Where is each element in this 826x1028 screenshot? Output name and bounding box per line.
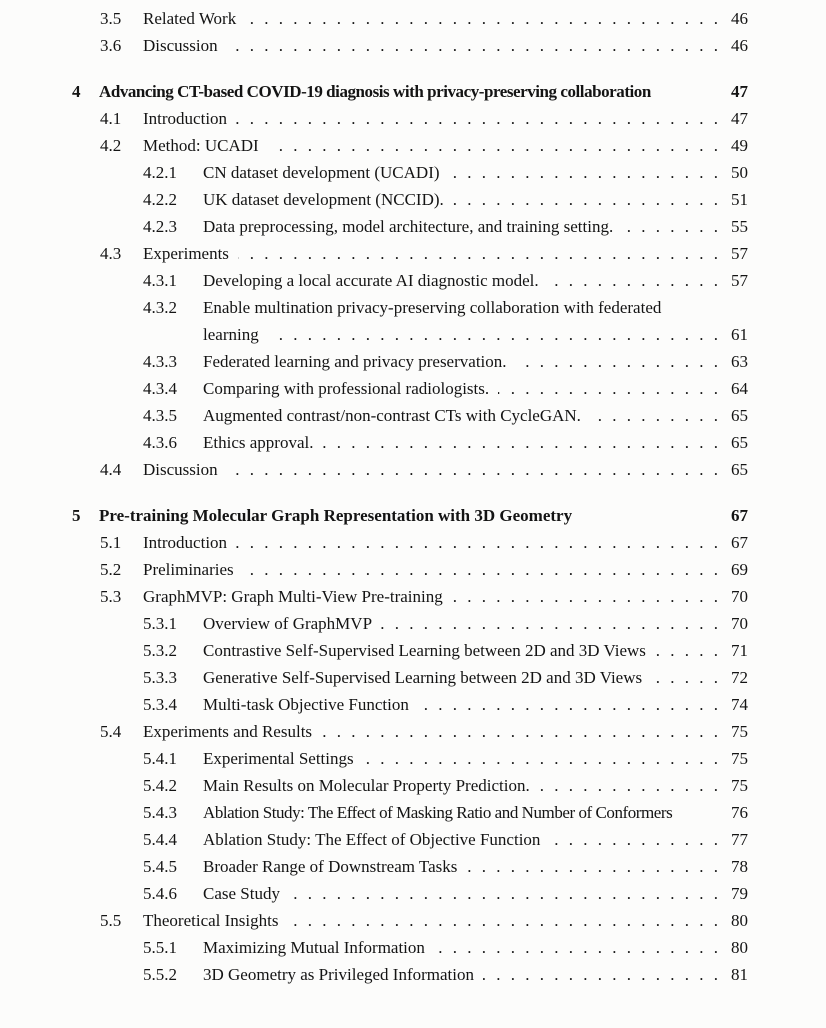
toc-entry-title: Developing a local accurate AI diagnostic model. <box>203 271 539 290</box>
toc-entry-page: 57 <box>731 244 748 263</box>
toc-entry-number: 4 <box>72 82 81 101</box>
toc-entry-title: Theoretical Insights <box>143 911 279 930</box>
toc-entry-number: 5.3.2 <box>143 641 177 660</box>
toc-entry-number: 5.5.2 <box>143 965 177 984</box>
toc-entry-page: 70 <box>731 614 748 633</box>
toc-entry <box>72 502 748 529</box>
toc-entry-title: Discussion <box>143 36 218 55</box>
dot-leader <box>238 240 721 267</box>
toc-entry-page: 72 <box>731 668 748 687</box>
toc-entry-number: 4.3 <box>100 244 122 263</box>
toc-entry <box>72 880 748 907</box>
toc-entry-title: Generative Self-Supervised Learning between 2D and 3D Views <box>203 668 643 687</box>
toc-entry-number: 4.1 <box>100 109 122 128</box>
toc-entry-page: 78 <box>731 857 748 876</box>
toc-entry-title: Data preprocessing, model architecture, and training setting. <box>203 217 614 236</box>
dot-leader <box>549 826 721 853</box>
toc-entry-title: Ablation Study: The Effect of Objective Function <box>203 830 541 849</box>
dot-leader <box>245 5 721 32</box>
toc-entry <box>72 853 748 880</box>
toc-entry-number: 5.4 <box>100 722 122 741</box>
toc-entry-title: Contrastive Self-Supervised Learning between 2D and 3D Views <box>203 641 646 660</box>
toc-entry-title: Method: UCADI <box>143 136 259 155</box>
toc-entry-title: Multi-task Objective Function <box>203 695 409 714</box>
toc-entry-number: 4.2.3 <box>143 217 177 236</box>
toc-entry-page: 75 <box>731 776 748 795</box>
toc-entry <box>72 934 748 961</box>
toc-entry-title: Experiments <box>143 244 229 263</box>
toc-entry <box>72 799 748 826</box>
toc-entry-page: 65 <box>731 406 748 425</box>
toc-entry-title: UK dataset development (NCCID). <box>203 190 444 209</box>
toc-entry-number: 5.2 <box>100 560 122 579</box>
dot-leader <box>651 664 721 691</box>
toc-entry <box>72 961 748 988</box>
toc-entry-page: 67 <box>731 506 748 525</box>
toc-entry <box>72 375 748 402</box>
toc-entry-number: 5.4.1 <box>143 749 177 768</box>
toc-entry <box>72 294 748 321</box>
dot-leader <box>363 745 721 772</box>
toc-entry <box>72 529 748 556</box>
toc-entry-title: GraphMVP: Graph Multi-View Pre-training <box>143 587 443 606</box>
toc-entry <box>72 907 748 934</box>
toc-entry-title: Advancing CT-based COVID-19 diagnosis with privacy-preserving collaboration <box>99 82 651 101</box>
toc-entry-number: 5.3 <box>100 587 122 606</box>
dot-leader <box>434 934 721 961</box>
dot-leader <box>322 429 721 456</box>
toc-entry-page: 75 <box>731 722 748 741</box>
dot-leader <box>466 853 721 880</box>
toc-entry-number: 3.5 <box>100 9 122 28</box>
dot-leader <box>227 456 721 483</box>
toc-entry-page: 81 <box>731 965 748 984</box>
dot-leader <box>289 880 721 907</box>
toc-entry-title: Comparing with professional radiologists. <box>203 379 490 398</box>
toc-entry-number: 5.5 <box>100 911 122 930</box>
toc-entry-number: 5.4.5 <box>143 857 177 876</box>
dot-leader <box>622 213 721 240</box>
toc-entry <box>72 826 748 853</box>
dot-leader <box>268 132 721 159</box>
toc-entry-number: 4.4 <box>100 460 122 479</box>
toc-entry <box>72 556 748 583</box>
toc-entry-number: 4.3.3 <box>143 352 177 371</box>
toc-entry-number: 4.2 <box>100 136 122 155</box>
toc-entry-page: 67 <box>731 533 748 552</box>
toc-entry <box>72 456 748 483</box>
toc-entry <box>72 132 748 159</box>
toc-entry <box>72 745 748 772</box>
dot-leader <box>449 159 721 186</box>
dot-leader <box>498 375 721 402</box>
toc-entry-title: Preliminaries <box>143 560 234 579</box>
toc-entry-number: 3.6 <box>100 36 122 55</box>
dot-leader <box>453 186 721 213</box>
toc-entry-page: 77 <box>731 830 748 849</box>
toc-entry-title: 3D Geometry as Privileged Information <box>203 965 474 984</box>
toc-entry-title: Case Study <box>203 884 280 903</box>
toc-entry-number: 5 <box>72 506 81 525</box>
toc-entry-page: 51 <box>731 190 748 209</box>
dot-leader <box>268 321 721 348</box>
toc-entry-number: 5.3.4 <box>143 695 177 714</box>
dot-leader <box>236 529 721 556</box>
toc-entry <box>72 213 748 240</box>
toc-entry-page: 57 <box>731 271 748 290</box>
toc-entry-title: Main Results on Molecular Property Prediction. <box>203 776 530 795</box>
toc-entry-page: 80 <box>731 911 748 930</box>
toc-entry-page: 75 <box>731 749 748 768</box>
toc-entry-number: 5.4.4 <box>143 830 177 849</box>
toc-entry-page: 65 <box>731 433 748 452</box>
dot-leader <box>483 961 721 988</box>
toc-entry-title: Experiments and Results <box>143 722 313 741</box>
toc-entry-page: 61 <box>731 325 748 344</box>
toc-entry <box>72 240 748 267</box>
toc-entry-number: 5.4.6 <box>143 884 177 903</box>
toc-entry <box>72 159 748 186</box>
toc-entry-page: 49 <box>731 136 748 155</box>
toc-entry-page: 63 <box>731 352 748 371</box>
toc-entry-number: 4.3.2 <box>143 298 177 317</box>
dot-leader <box>655 637 721 664</box>
toc-entry-page: 79 <box>731 884 748 903</box>
toc-entry-page: 74 <box>731 695 748 714</box>
toc-entry <box>72 78 748 105</box>
toc-entry-number: 5.4.3 <box>143 803 177 822</box>
dot-leader <box>516 348 721 375</box>
toc-entry-title: Ethics approval. <box>203 433 314 452</box>
toc-entry-title: Pre-training Molecular Graph Representation with 3D Geometry <box>99 506 573 525</box>
toc-entry-page: 76 <box>731 803 748 822</box>
toc-entry-page: 64 <box>731 379 748 398</box>
toc-entry <box>72 105 748 132</box>
toc-entry-title: Experimental Settings <box>203 749 354 768</box>
toc-entry-page: 47 <box>731 109 748 128</box>
toc-entry-number: 5.1 <box>100 533 122 552</box>
toc-entry <box>72 583 748 610</box>
toc-entry-number: 4.3.6 <box>143 433 177 452</box>
toc-entry-title: Discussion <box>143 460 218 479</box>
toc-entry-page: 55 <box>731 217 748 236</box>
toc-entry-number: 5.3.3 <box>143 668 177 687</box>
toc-entry-title: Introduction <box>143 533 228 552</box>
toc-entry-page: 65 <box>731 460 748 479</box>
toc-entry-number: 5.5.1 <box>143 938 177 957</box>
toc-entry <box>72 348 748 375</box>
toc-entry-title: Enable multination privacy-preserving collaboration with federated <box>203 298 662 317</box>
toc-entry-page: 70 <box>731 587 748 606</box>
toc-entry-title: Ablation Study: The Effect of Masking Ratio and Number of Conformers <box>203 803 673 822</box>
toc-entry-page: 50 <box>731 163 748 182</box>
dot-leader <box>381 610 721 637</box>
toc-entry-number: 4.3.1 <box>143 271 177 290</box>
toc-entry <box>72 267 748 294</box>
toc-entry-page: 47 <box>731 82 748 101</box>
dot-leader <box>243 556 721 583</box>
toc-entry-title: Broader Range of Downstream Tasks <box>203 857 458 876</box>
toc-entry-number: 5.4.2 <box>143 776 177 795</box>
dot-leader <box>321 718 721 745</box>
toc-entry-title: Related Work <box>143 9 237 28</box>
toc-entry <box>72 32 748 59</box>
toc-entry-title: Introduction <box>143 109 228 128</box>
dot-leader <box>548 267 721 294</box>
toc-entry <box>72 186 748 213</box>
toc-entry-title: Overview of GraphMVP <box>203 614 373 633</box>
toc-entry-number: 4.2.1 <box>143 163 177 182</box>
toc-entry <box>72 664 748 691</box>
toc-entry-page: 46 <box>731 36 748 55</box>
dot-leader <box>288 907 722 934</box>
toc-entry-page: 69 <box>731 560 748 579</box>
toc-entry-title: Maximizing Mutual Information <box>203 938 425 957</box>
toc-entry-number: 5.3.1 <box>143 614 177 633</box>
dot-leader <box>590 402 721 429</box>
toc-entry <box>72 402 748 429</box>
toc-entry <box>72 637 748 664</box>
toc-entry-continuation <box>72 321 748 348</box>
toc-entry-title: Augmented contrast/non-contrast CTs with CycleGAN. <box>203 406 581 425</box>
dot-leader <box>418 691 721 718</box>
dot-leader <box>227 32 721 59</box>
toc-entry-title: learning <box>203 325 259 344</box>
toc-entry <box>72 610 748 637</box>
toc-entry-page: 46 <box>731 9 748 28</box>
dot-leader <box>236 105 721 132</box>
toc-entry-page: 71 <box>731 641 748 660</box>
toc-entry-page: 80 <box>731 938 748 957</box>
dot-leader <box>539 772 721 799</box>
toc-entry <box>72 772 748 799</box>
toc-entry <box>72 718 748 745</box>
toc-entry-number: 4.3.4 <box>143 379 177 398</box>
toc-entry <box>72 429 748 456</box>
dot-leader <box>452 583 721 610</box>
toc-entry-title: Federated learning and privacy preservation. <box>203 352 507 371</box>
toc-entry-number: 4.2.2 <box>143 190 177 209</box>
toc-entry-number: 4.3.5 <box>143 406 177 425</box>
toc-entry-title: CN dataset development (UCADI) <box>203 163 440 182</box>
toc-entry <box>72 5 748 32</box>
toc-entry <box>72 691 748 718</box>
